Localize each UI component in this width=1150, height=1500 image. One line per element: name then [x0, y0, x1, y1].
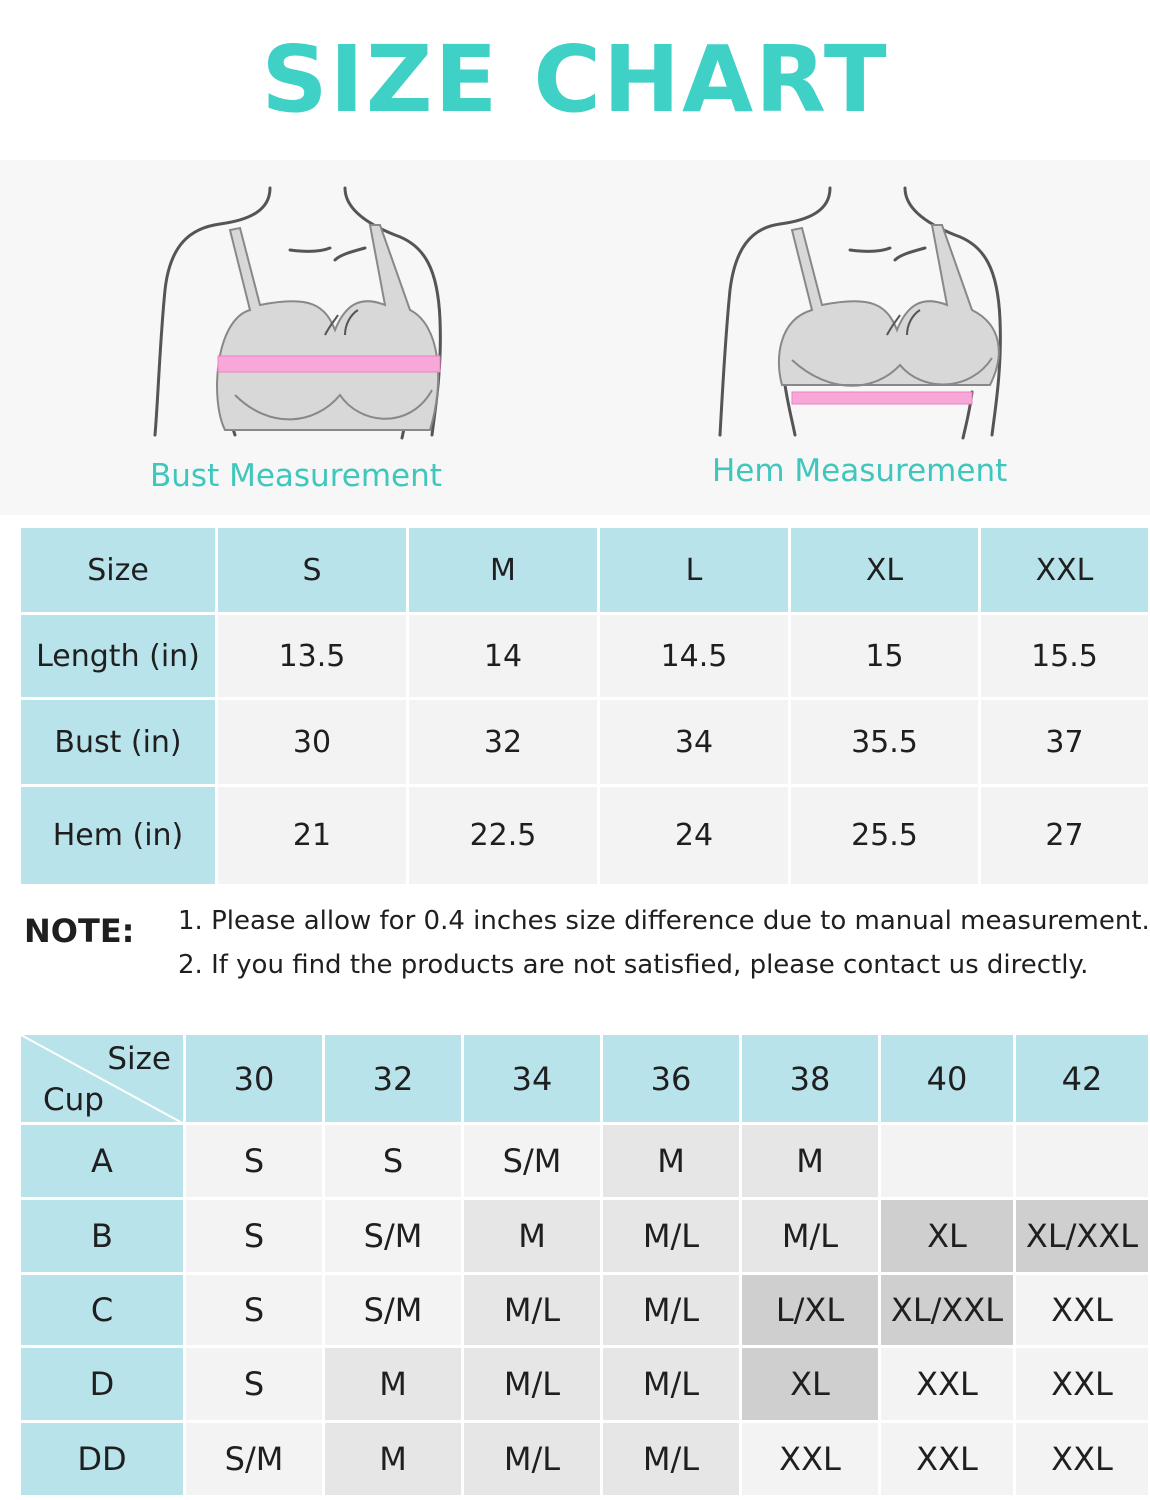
note-label: NOTE:	[24, 912, 135, 950]
table-cell: XL	[880, 1199, 1015, 1274]
table-cell: S	[185, 1347, 324, 1422]
bust-measurement-caption: Bust Measurement	[150, 458, 442, 494]
hem-measurement-illustration	[700, 180, 1020, 460]
table-row-cup-dd	[20, 1422, 1150, 1497]
table-cell: 37	[980, 699, 1150, 786]
table-cell: XXL	[880, 1347, 1015, 1422]
table-cell: M	[463, 1199, 602, 1274]
header-cell-s: S	[217, 527, 408, 614]
table-cell: S/M	[185, 1422, 324, 1497]
table-cell: M	[324, 1347, 463, 1422]
table-cell: M/L	[463, 1274, 602, 1347]
cup-label: D	[20, 1347, 185, 1422]
header-cell-m: M	[408, 527, 599, 614]
cup-header-row	[20, 1034, 1150, 1124]
cup-label: B	[20, 1199, 185, 1274]
note-line-2: 2. If you find the products are not satisfied, please contact us directly.	[178, 950, 1089, 980]
table-row-cup-a	[20, 1124, 1150, 1199]
band-header-42: 42	[1015, 1034, 1150, 1124]
table-cell: M/L	[463, 1347, 602, 1422]
table-cell: S	[324, 1124, 463, 1199]
table-cell: XL/XXL	[880, 1274, 1015, 1347]
table-cell: S/M	[324, 1274, 463, 1347]
hem-measurement-caption: Hem Measurement	[712, 453, 1008, 489]
page-title: SIZE CHART	[261, 26, 889, 133]
header-cell-l: L	[599, 527, 790, 614]
table-cell: 27	[980, 786, 1150, 886]
header-cell-xxl: XXL	[980, 527, 1150, 614]
band-header-30: 30	[185, 1034, 324, 1124]
table-cell: XXL	[741, 1422, 880, 1497]
band-header-36: 36	[602, 1034, 741, 1124]
table-row-length	[20, 614, 1150, 699]
table-cell: 25.5	[790, 786, 980, 886]
table-cell: M	[741, 1124, 880, 1199]
table-cell: XXL	[880, 1422, 1015, 1497]
table-row-bust	[20, 699, 1150, 786]
row-label: Length (in)	[20, 614, 217, 699]
table-cell: S/M	[463, 1124, 602, 1199]
measurement-header-row	[20, 527, 1150, 614]
table-cell: 13.5	[217, 614, 408, 699]
table-cell: S	[185, 1124, 324, 1199]
table-cell: XXL	[1015, 1422, 1150, 1497]
table-cell: 14	[408, 614, 599, 699]
cup-label: C	[20, 1274, 185, 1347]
band-header-38: 38	[741, 1034, 880, 1124]
header-cell-size: Size	[20, 527, 217, 614]
table-row-cup-c	[20, 1274, 1150, 1347]
corner-cup-label: Cup	[43, 1082, 104, 1118]
measurement-table	[18, 525, 1150, 887]
table-row-cup-b	[20, 1199, 1150, 1274]
table-cell: S	[185, 1274, 324, 1347]
table-cell: 30	[217, 699, 408, 786]
table-cell: L/XL	[741, 1274, 880, 1347]
table-cell: M/L	[602, 1347, 741, 1422]
bust-measurement-illustration	[140, 180, 460, 460]
table-row-cup-d	[20, 1347, 1150, 1422]
table-cell: XL	[741, 1347, 880, 1422]
note-line-1: 1. Please allow for 0.4 inches size difference due to manual measurement.	[178, 906, 1150, 936]
table-cell: M/L	[463, 1422, 602, 1497]
table-cell: 32	[408, 699, 599, 786]
band-header-34: 34	[463, 1034, 602, 1124]
table-cell	[1015, 1124, 1150, 1199]
table-cell: 14.5	[599, 614, 790, 699]
corner-header-cell	[20, 1034, 185, 1124]
table-cell: 34	[599, 699, 790, 786]
table-cell: S	[185, 1199, 324, 1274]
table-cell: 24	[599, 786, 790, 886]
band-header-40: 40	[880, 1034, 1015, 1124]
table-cell: XXL	[1015, 1274, 1150, 1347]
table-cell: M	[324, 1422, 463, 1497]
table-cell: XXL	[1015, 1347, 1150, 1422]
table-cell: 15.5	[980, 614, 1150, 699]
table-cell: 22.5	[408, 786, 599, 886]
corner-size-label: Size	[107, 1041, 171, 1077]
band-header-32: 32	[324, 1034, 463, 1124]
table-cell: XL/XXL	[1015, 1199, 1150, 1274]
table-cell	[880, 1124, 1015, 1199]
table-cell: M/L	[741, 1199, 880, 1274]
row-label: Bust (in)	[20, 699, 217, 786]
cup-size-table	[18, 1032, 1150, 1498]
table-cell: M/L	[602, 1199, 741, 1274]
cup-label: DD	[20, 1422, 185, 1497]
table-cell: 21	[217, 786, 408, 886]
table-cell: S/M	[324, 1199, 463, 1274]
table-cell: M/L	[602, 1274, 741, 1347]
table-cell: M	[602, 1124, 741, 1199]
header-cell-xl: XL	[790, 527, 980, 614]
table-cell: 35.5	[790, 699, 980, 786]
table-cell: M/L	[602, 1422, 741, 1497]
illustration-panel	[0, 160, 1150, 515]
row-label: Hem (in)	[20, 786, 217, 886]
cup-label: A	[20, 1124, 185, 1199]
table-row-hem	[20, 786, 1150, 886]
table-cell: 15	[790, 614, 980, 699]
